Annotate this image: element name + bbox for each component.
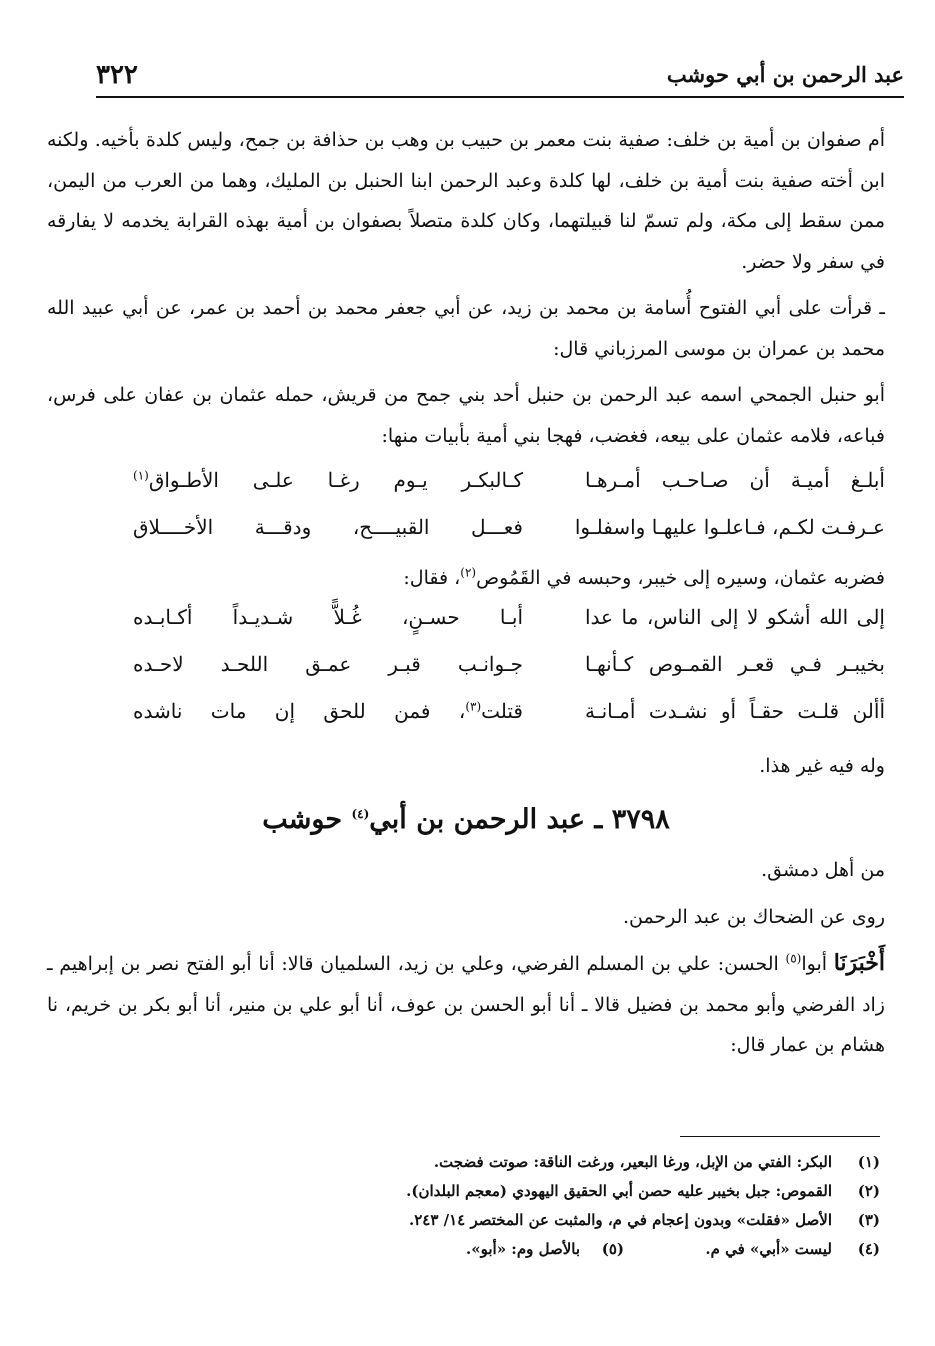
verse-text: قتلت: [481, 698, 523, 723]
verse-line: [47, 599, 885, 646]
footnote-ref: (٤): [351, 807, 370, 821]
footnote-ref: (١): [133, 468, 149, 483]
footnote: [180, 1235, 880, 1264]
isnad-text: أبوا: [801, 953, 834, 975]
verse-second-hemistich: [133, 699, 523, 723]
narrative-text: ، فقال:: [403, 567, 461, 589]
page-number: ٣٢٢: [96, 60, 138, 90]
verse-first-hemistich: إلى الله أشكو لا إلى الناس، ما عدا: [585, 604, 885, 629]
footnote-text: الأصل «فقلت» وبدون إعجام في م، والمثبت عن المختصر ١٤/ ٢٤٣.: [409, 1211, 832, 1229]
running-title: عبد الرحمن بن أبي حوشب: [666, 62, 904, 87]
narrative-line: [47, 558, 885, 599]
footnote: [180, 1148, 880, 1177]
verse-line: [47, 462, 885, 509]
footnote-number: (٤): [857, 1240, 880, 1258]
narrative-text: فضربه عثمان، وسيره إلى خيبر، وحبسه في القَمُوص: [476, 567, 885, 589]
footnote-ref: (٥): [785, 951, 802, 966]
verse-first-hemistich: بخيبـر فـي قعـر القمـوص كـأنهـا: [585, 651, 885, 676]
verse-line: [47, 646, 885, 693]
closing-line: وله فيه غير هذا.: [759, 754, 885, 777]
footnotes: [180, 1148, 880, 1264]
footnote-text: ليست «أبي» في م.: [705, 1240, 832, 1258]
footnote-ref: (٣): [465, 698, 482, 713]
footnote: [180, 1177, 880, 1206]
verse-second-hemistich: [133, 468, 523, 492]
footnote-text: القموص: جبل بخيبر عليه حصن أبي الحقيق اليهودي (معجم البلدان).: [406, 1182, 832, 1200]
footnote-ref: (٢): [460, 565, 477, 580]
paragraph-genealogy: أم صفوان بن أمية بن خلف: صفية بنت معمر بن حبيب بن وهب بن حذافة بن جمح، وليس كلدة بأخيه. ولكنه ابن أخته صفية بنت أمية بن خلف، لها كلدة وعبد الرحمن ابنا الحنبل بن المليك، وهما من العرب من اليمن، ممن سقط إلى مكة، ولم تسمّ لنا قبيلتهما، وكان كلدة متصلاً بصفوان بن أمية بهذه القرابة يخدمه لا يفارقه في سفر ولا حضر.: [47, 129, 885, 273]
footnote-number: (٢): [857, 1182, 880, 1200]
footnote-number: (١): [857, 1153, 880, 1171]
verse-line: [47, 509, 885, 556]
page-body: [47, 120, 885, 1066]
entry-origin: من أهل دمشق.: [761, 859, 885, 881]
entry-heading-text: حوشب: [262, 804, 352, 835]
footnote-divider: [680, 1136, 880, 1137]
verse-line: [47, 693, 885, 740]
verse-text: كـالبكـر يـوم رغـا علـى الأطـواق: [148, 468, 523, 492]
isnad-text: الحسن: علي بن المسلم الفرضي، وعلي بن زيد، السلميان قالا: أنا أبو الفتح نصر بن إبراهيم ـ زاد الفرضي وأبو محمد بن فضيل قالا ـ أنا أبو الحسن بن عوف، أنا أبو علي بن منير، أنا أبو بكر بن خريم، نا هشام بن عمار قال:: [47, 953, 885, 1056]
verse-first-hemistich: أبلـغ أميـة أن صـاحـب أمـرهـا: [585, 468, 885, 492]
footnote-number: (٥): [601, 1240, 624, 1258]
verse-first-hemistich: أألن قلـت حقـاً أو نشـدت أمـانـة: [585, 698, 885, 723]
verse-second-hemistich: أبـا حسـنٍ، غُـلاًّ شـديـداً أكـابـده: [133, 604, 523, 629]
entry-heading: [47, 800, 885, 840]
verse-second-hemistich: فعـــل القبيــــح، ودقـــة الأخــــلاق: [133, 515, 523, 539]
isnad-paragraph: [47, 943, 885, 1066]
verse-text: ، فمن للحق إن مات ناشده: [133, 698, 466, 723]
footnote-text: بالأصل وم: «أبو».: [466, 1240, 580, 1258]
paragraph-chain: ـ قرأت على أبي الفتوح أُسامة بن محمد بن زيد، عن أبي جعفر محمد بن أحمد بن عمر، عن أبي عبيد الله محمد بن عمران بن موسى المرزباني قال:: [47, 297, 885, 360]
page-header: [96, 60, 904, 98]
isnad-keyword: أَخْبَرَنَا: [833, 950, 886, 976]
verse-second-hemistich: جـوانـب قبـر عمـق اللحـد لاحـده: [133, 651, 523, 676]
paragraph-abu-hanbal: أبو حنبل الجمحي اسمه عبد الرحمن بن حنبل أحد بني جمح من قريش، حمله عثمان بن عفان على فرس، فباعه، فلامه عثمان على بيعه، فغضب، فهجا بني أمية بأبيات منها:: [47, 384, 885, 447]
entry-heading-text: ٣٧٩٨ ـ عبد الرحمن بن أبي: [369, 804, 670, 835]
footnote-number: (٣): [857, 1211, 880, 1229]
entry-narration: روى عن الضحاك بن عبد الرحمن.: [622, 905, 885, 928]
footnote-text: البكر: الفتي من الإبل، ورغا البعير، ورغت الناقة: صوتت فضجت.: [433, 1153, 832, 1171]
verse-first-hemistich: عـرفـت لكـم، فـاعلـوا عليهـا واسفلـوا: [574, 515, 885, 539]
footnote: [180, 1206, 880, 1235]
